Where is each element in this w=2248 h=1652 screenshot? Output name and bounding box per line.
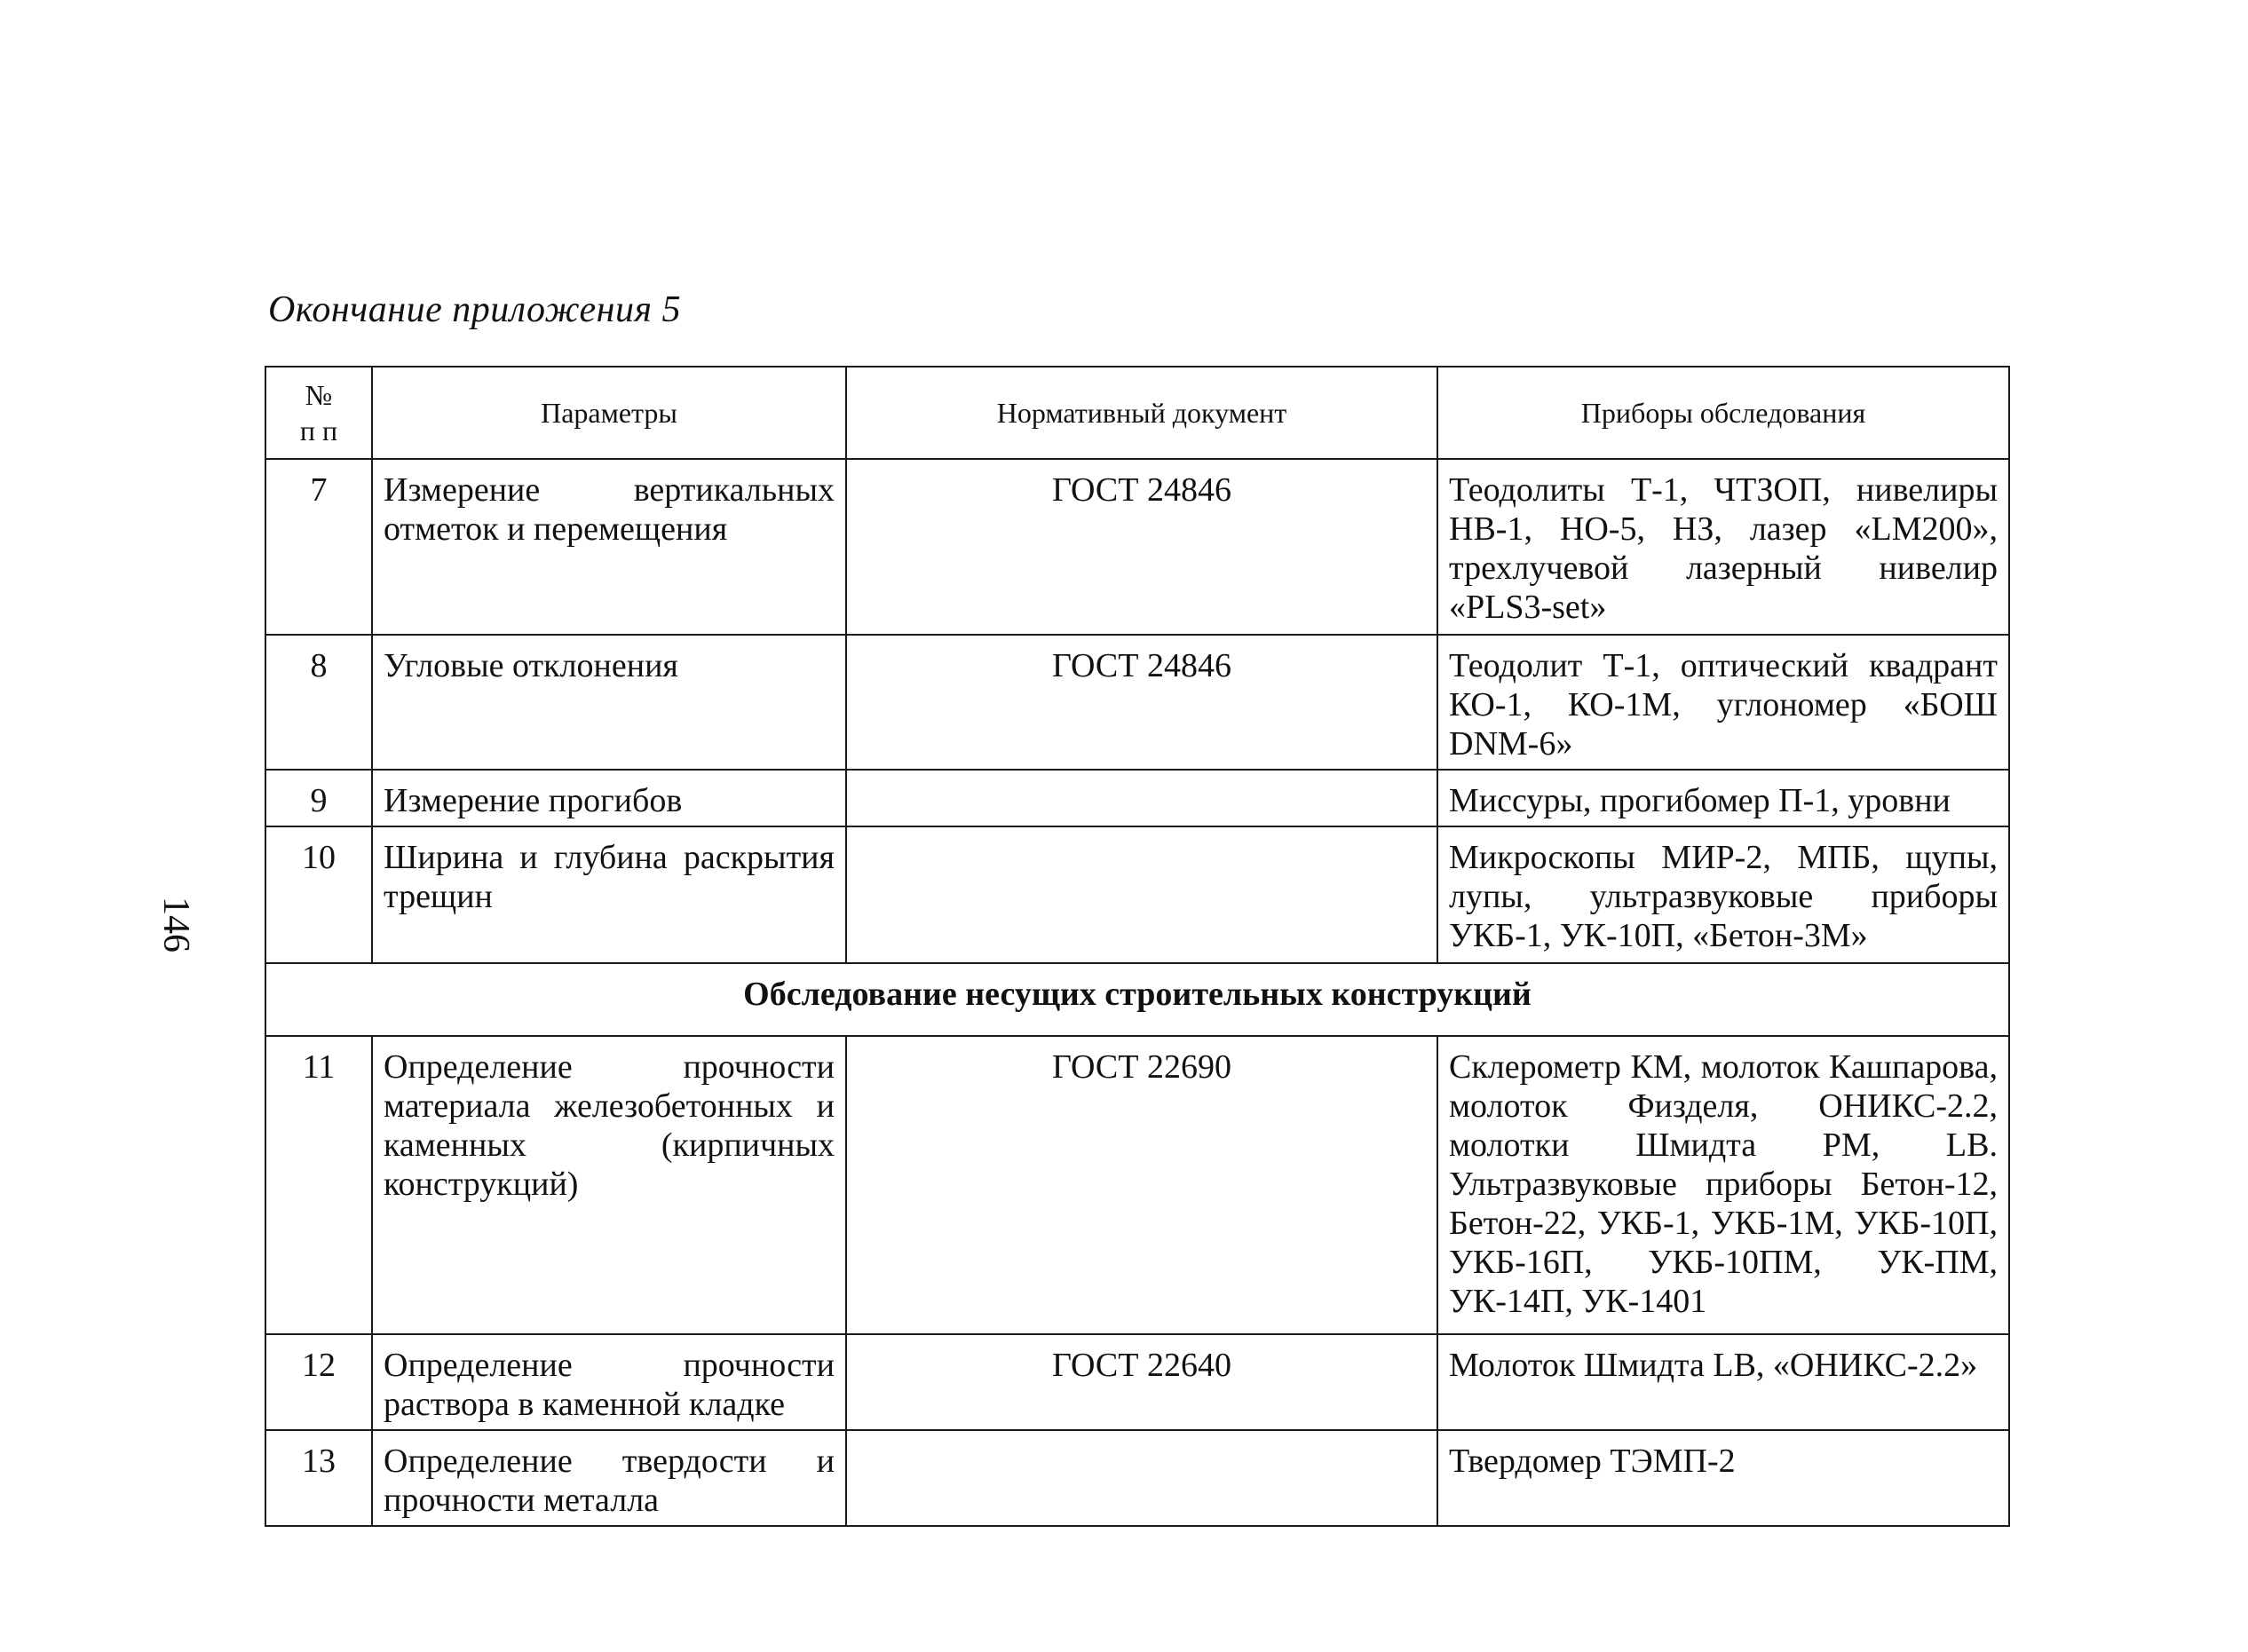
- header-number-sign: №: [305, 379, 333, 411]
- header-devices: Приборы обследования: [1437, 367, 2009, 459]
- section-title: Обследование несущих строительных конструкций: [265, 963, 2009, 1036]
- row-parameters: Определение прочности материала железобетонных и каменных (кирпичных конструкций): [372, 1036, 846, 1334]
- table-row: [265, 459, 2009, 635]
- header-normative-document: Нормативный документ: [846, 367, 1437, 459]
- table-row: [265, 635, 2009, 770]
- row-document: [846, 770, 1437, 826]
- row-document: [846, 826, 1437, 963]
- header-number: [265, 367, 372, 459]
- row-number: 12: [265, 1334, 372, 1430]
- row-number: 7: [265, 459, 372, 635]
- row-parameters: Измерение прогибов: [372, 770, 846, 826]
- table-caption: Окончание приложения 5: [268, 289, 682, 330]
- row-devices: Теодолит Т-1, оптический квадрант КО-1, КО-1М, углономер «БОШ DNM-6»: [1437, 635, 2009, 770]
- row-number: 8: [265, 635, 372, 770]
- row-document: ГОСТ 22640: [846, 1334, 1437, 1430]
- table-row: [265, 826, 2009, 963]
- header-number-abbr: п п: [299, 415, 338, 447]
- table-header-row: [265, 367, 2009, 459]
- row-parameters: Угловые отклонения: [372, 635, 846, 770]
- row-number: 11: [265, 1036, 372, 1334]
- section-header-row: [265, 963, 2009, 1036]
- row-document: [846, 1430, 1437, 1526]
- page-number: 146: [155, 897, 196, 952]
- row-parameters: Определение прочности раствора в каменной кладке: [372, 1334, 846, 1430]
- row-parameters: Определение твердости и прочности металла: [372, 1430, 846, 1526]
- table-row: [265, 1334, 2009, 1430]
- row-devices: Теодолиты Т-1, ЧТЗОП, нивелиры НВ-1, НО-5, НЗ, лазер «LM200», трехлучевой лазерный нивелир «PLS3-set»: [1437, 459, 2009, 635]
- row-parameters: Измерение вертикальных отметок и перемещения: [372, 459, 846, 635]
- table-row: [265, 1430, 2009, 1526]
- row-document: ГОСТ 24846: [846, 459, 1437, 635]
- row-devices: Молоток Шмидта LB, «ОНИКС-2.2»: [1437, 1334, 2009, 1430]
- table-row: [265, 770, 2009, 826]
- row-devices: Миссуры, прогибомер П-1, уровни: [1437, 770, 2009, 826]
- row-number: 13: [265, 1430, 372, 1526]
- table-row: [265, 1036, 2009, 1334]
- row-parameters: Ширина и глубина раскрытия трещин: [372, 826, 846, 963]
- row-number: 9: [265, 770, 372, 826]
- row-number: 10: [265, 826, 372, 963]
- row-devices: Склерометр КМ, молоток Кашпарова, молоток Физделя, ОНИКС-2.2, молотки Шмидта PM, LB. Ультразвуковые приборы Бетон-12, Бетон-22, УКБ-1, УКБ-1М, УКБ-10П, УКБ-16П, УКБ-10ПМ, УК-ПМ, УК-14П, УК-1401: [1437, 1036, 2009, 1334]
- header-parameters: Параметры: [372, 367, 846, 459]
- row-devices: Твердомер ТЭМП-2: [1437, 1430, 2009, 1526]
- row-document: ГОСТ 24846: [846, 635, 1437, 770]
- row-document: ГОСТ 22690: [846, 1036, 1437, 1334]
- devices-table: [265, 366, 2010, 1527]
- row-devices: Микроскопы МИР-2, МПБ, щупы, лупы, ультразвуковые приборы УКБ-1, УК-10П, «Бетон-3М»: [1437, 826, 2009, 963]
